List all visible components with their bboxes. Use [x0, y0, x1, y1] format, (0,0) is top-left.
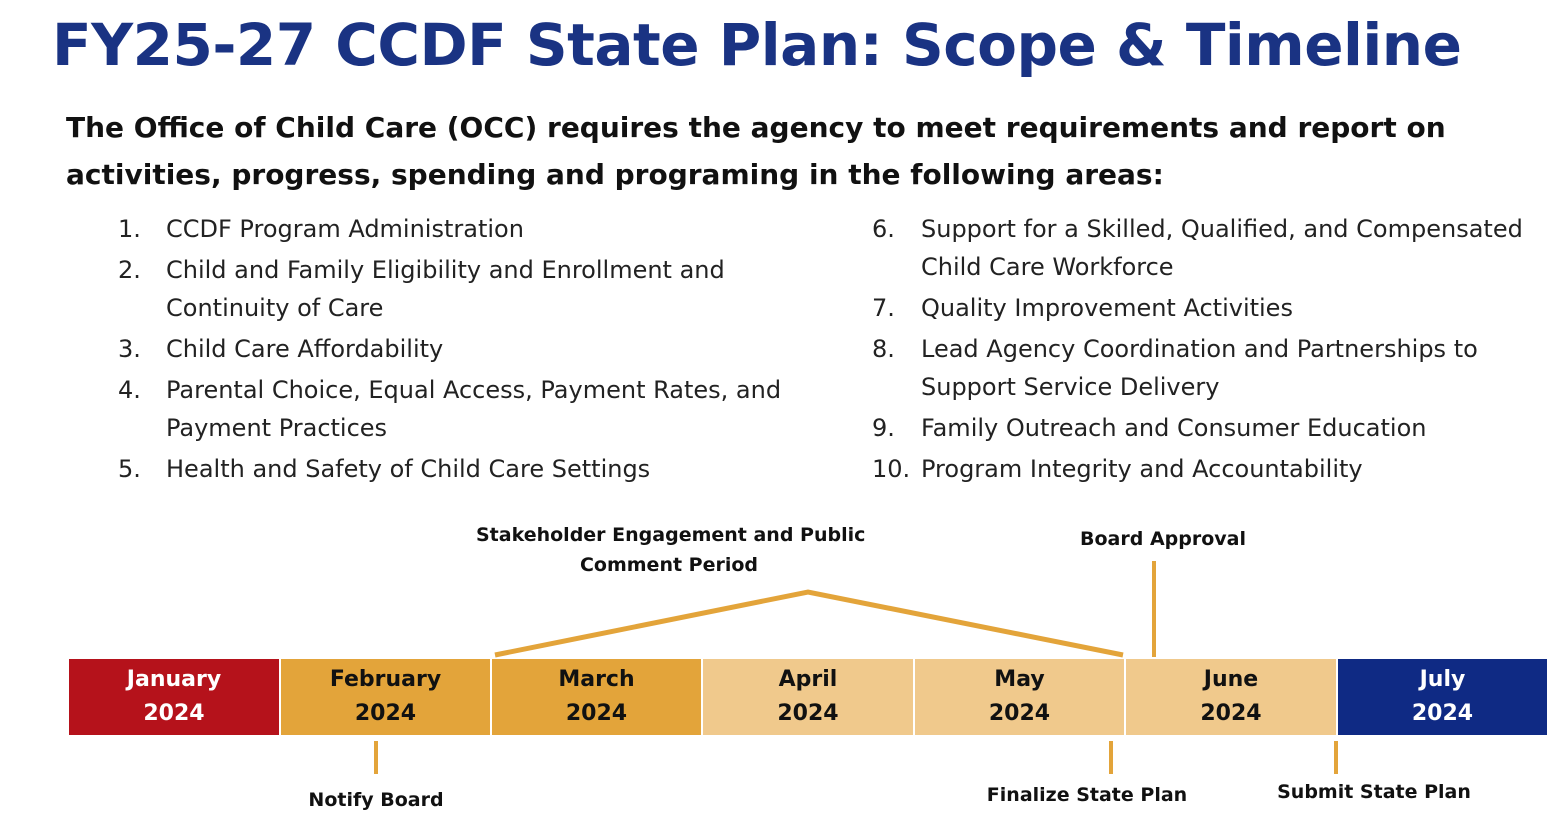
stakeholder-label-line1: Stakeholder Engagement and Public [476, 524, 866, 546]
notify-board-tick [374, 741, 378, 774]
item-number: 7. [872, 294, 895, 322]
item-text: Health and Safety of Child Care Settings [166, 455, 651, 483]
item-number: 2. [118, 256, 141, 284]
item-number: 5. [118, 455, 141, 483]
month-name: March [558, 667, 635, 692]
item-number: 9. [872, 414, 895, 442]
board-approval-label: Board Approval [1080, 528, 1246, 550]
month-name: April [778, 667, 838, 692]
item-number: 3. [118, 335, 141, 363]
month-year: 2024 [1200, 701, 1262, 726]
item-number: 1. [118, 215, 141, 243]
month-segment-march [492, 659, 701, 735]
finalize-tick [1109, 741, 1113, 774]
month-name: February [329, 667, 442, 692]
stakeholder-label-line2: Comment Period [579, 554, 759, 576]
month-name: May [994, 667, 1045, 692]
month-segment-january [69, 659, 279, 735]
item-text: Support for a Skilled, Qualified, and Compensated Child Care Workforce [921, 215, 1523, 281]
month-year: 2024 [988, 701, 1051, 726]
month-year: 2024 [565, 701, 628, 726]
month-name: January [126, 667, 222, 692]
board-approval-tick [1152, 561, 1156, 657]
item-text: Child Care Affordability [166, 335, 444, 363]
item-number: 4. [118, 376, 141, 404]
stakeholder-bracket-line [495, 592, 1123, 655]
item-text: Program Integrity and Accountability [921, 455, 1363, 483]
month-segment-july [1338, 659, 1547, 735]
item-text: Parental Choice, Equal Access, Payment Rates, and Payment Practices [166, 376, 782, 442]
month-segment-february [281, 659, 490, 735]
submit-label: Submit State Plan [1277, 781, 1471, 803]
item-number: 10. [872, 455, 911, 483]
month-year: 2024 [354, 701, 417, 726]
item-number: 8. [872, 335, 895, 363]
intro-text: The Office of Child Care (OCC) requires the agency to meet requirements and report on activities, progress, spending and programing in the following areas: [66, 111, 1446, 191]
month-name: June [1203, 667, 1259, 692]
item-text: Lead Agency Coordination and Partnerships to Support Service Delivery [921, 335, 1478, 401]
item-text: CCDF Program Administration [166, 215, 524, 243]
month-segment-june [1126, 659, 1336, 735]
month-segment-april [703, 659, 913, 735]
item-text: Family Outreach and Consumer Education [921, 414, 1427, 442]
finalize-label: Finalize State Plan [986, 784, 1188, 806]
month-year: 2024 [1411, 701, 1474, 726]
item-text: Child and Family Eligibility and Enrollment and Continuity of Care [166, 256, 725, 322]
item-number: 6. [872, 215, 895, 243]
month-segment-may [915, 659, 1124, 735]
notify-board-label: Notify Board [308, 789, 444, 811]
month-year: 2024 [777, 701, 839, 726]
month-name: July [1419, 667, 1466, 692]
submit-tick [1334, 741, 1338, 774]
month-year: 2024 [143, 701, 205, 726]
stakeholder-label [476, 520, 866, 580]
item-text: Quality Improvement Activities [921, 294, 1293, 322]
page-title: FY25-27 CCDF State Plan: Scope & Timeline [52, 11, 1462, 79]
